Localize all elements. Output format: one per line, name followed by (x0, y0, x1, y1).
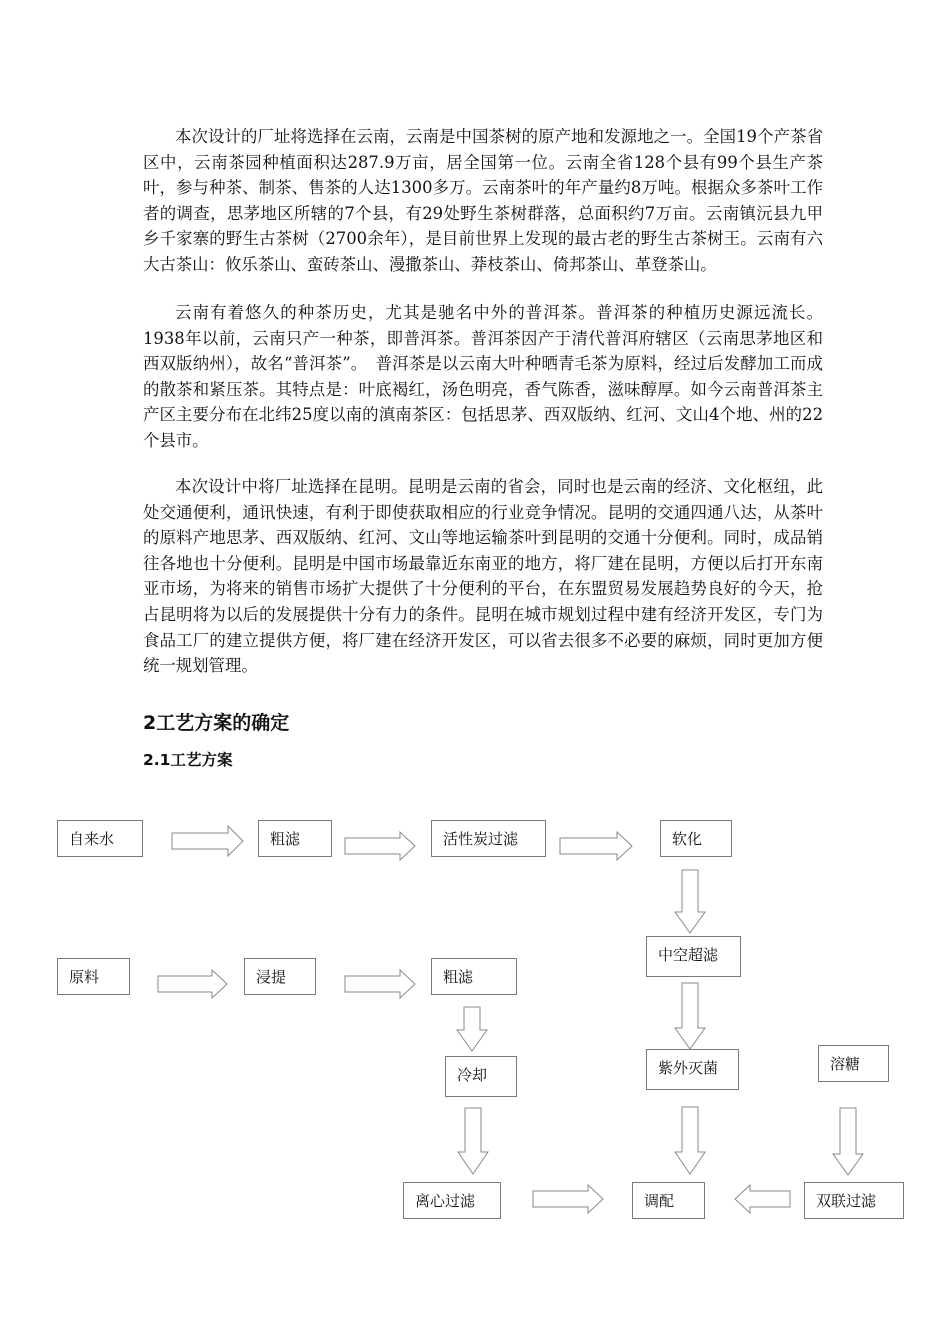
step-coarse-filter: 粗滤 (258, 820, 332, 857)
subsection-heading: 2.1工艺方案 (143, 751, 233, 769)
arrow-down (675, 1107, 705, 1174)
step-sugar-dissolving: 溶糖 (818, 1045, 889, 1082)
arrow-right (533, 1185, 603, 1213)
section-heading: 2工艺方案的确定 (143, 712, 290, 734)
paragraph-site-yunnan: 本次设计的厂址将选择在云南，云南是中国茶树的原产地和发源地之一。全国19个产茶省区中，云南茶园种植面积达287.9万亩，居全国第一位。云南全省128个县有99个县生产茶叶，参与种茶、制茶、售茶的人达1300多万。云南茶叶的年产量约8万吨。根据众多茶叶工作者的调查，思茅地区所辖的7个县，有29处野生茶树群落，总面积约7万亩。云南镇沅县九甲乡千家寨的野生古茶树（2700余年），是目前世界上发现的最古老的野生古茶树王。云南有六大古茶山：攸乐茶山、蛮砖茶山、漫撒茶山、莽枝茶山、倚邦茶山、革登茶山。 (143, 127, 823, 274)
step-uv-sterilization: 紫外灭菌 (646, 1049, 739, 1090)
step-coarse-filter: 粗滤 (431, 958, 517, 995)
arrow-down (833, 1108, 863, 1175)
arrow-left (735, 1185, 790, 1213)
step-duplex-filtration: 双联过滤 (804, 1182, 904, 1219)
arrow-right (560, 832, 632, 860)
arrow-down (675, 983, 705, 1049)
arrow-right (158, 970, 227, 998)
step-blending: 调配 (632, 1182, 705, 1219)
step-cooling: 冷却 (445, 1056, 517, 1097)
arrow-down (675, 870, 705, 933)
arrow-right (345, 970, 415, 998)
arrow-down (458, 1108, 488, 1174)
paragraph-puer-history: 云南有着悠久的种茶历史，尤其是驰名中外的普洱茶。普洱茶的种植历史源远流长。1938年以前，云南只产一种茶，即普洱茶。普洱茶因产于清代普洱府辖区（云南思茅地区和西双版纳州），故名“普洱茶”。 普洱茶是以云南大叶种晒青毛茶为原料，经过后发酵加工而成的散茶和紧压茶。其特点是：叶底褐红，汤色明亮，香气陈香，滋味醇厚。如今云南普洱茶主产区主要分布在北纬25度以南的滇南茶区：包括思茅、西双版纳、红河、文山4个地、州的22个县市。 (143, 303, 823, 450)
step-raw-material: 原料 (57, 958, 130, 995)
step-hollow-ultrafiltration: 中空超滤 (646, 936, 741, 977)
step-centrifugal-filtration: 离心过滤 (403, 1182, 501, 1219)
paragraph-site-kunming: 本次设计中将厂址选择在昆明。昆明是云南的省会，同时也是云南的经济、文化枢纽，此处交通便利，通讯快速，有利于即使获取相应的行业竞争情况。昆明的交通四通八达，从茶叶的原料产地思茅、西双版纳、红河、文山等地运输茶叶到昆明的交通十分便利。同时，成品销往各地也十分便利。昆明是中国市场最靠近东南亚的地方，将厂建在昆明，方便以后打开东南亚市场，为将来的销售市场扩大提供了十分便利的平台，在东盟贸易发展趋势良好的今天，抢占昆明将为以后的发展提供十分有力的条件。昆明在城市规划过程中建有经济开发区，专门为食品工厂的建立提供方便，将厂建在经济开发区，可以省去很多不必要的麻烦，同时更加方便统一规划管理。 (143, 477, 823, 676)
arrow-right (345, 832, 415, 860)
step-activated-carbon-filter: 活性炭过滤 (431, 820, 546, 857)
step-softening: 软化 (660, 820, 732, 857)
step-extraction: 浸提 (244, 958, 316, 995)
arrow-down (457, 1007, 487, 1051)
step-tap-water: 自来水 (57, 820, 143, 857)
arrow-right (172, 826, 243, 856)
